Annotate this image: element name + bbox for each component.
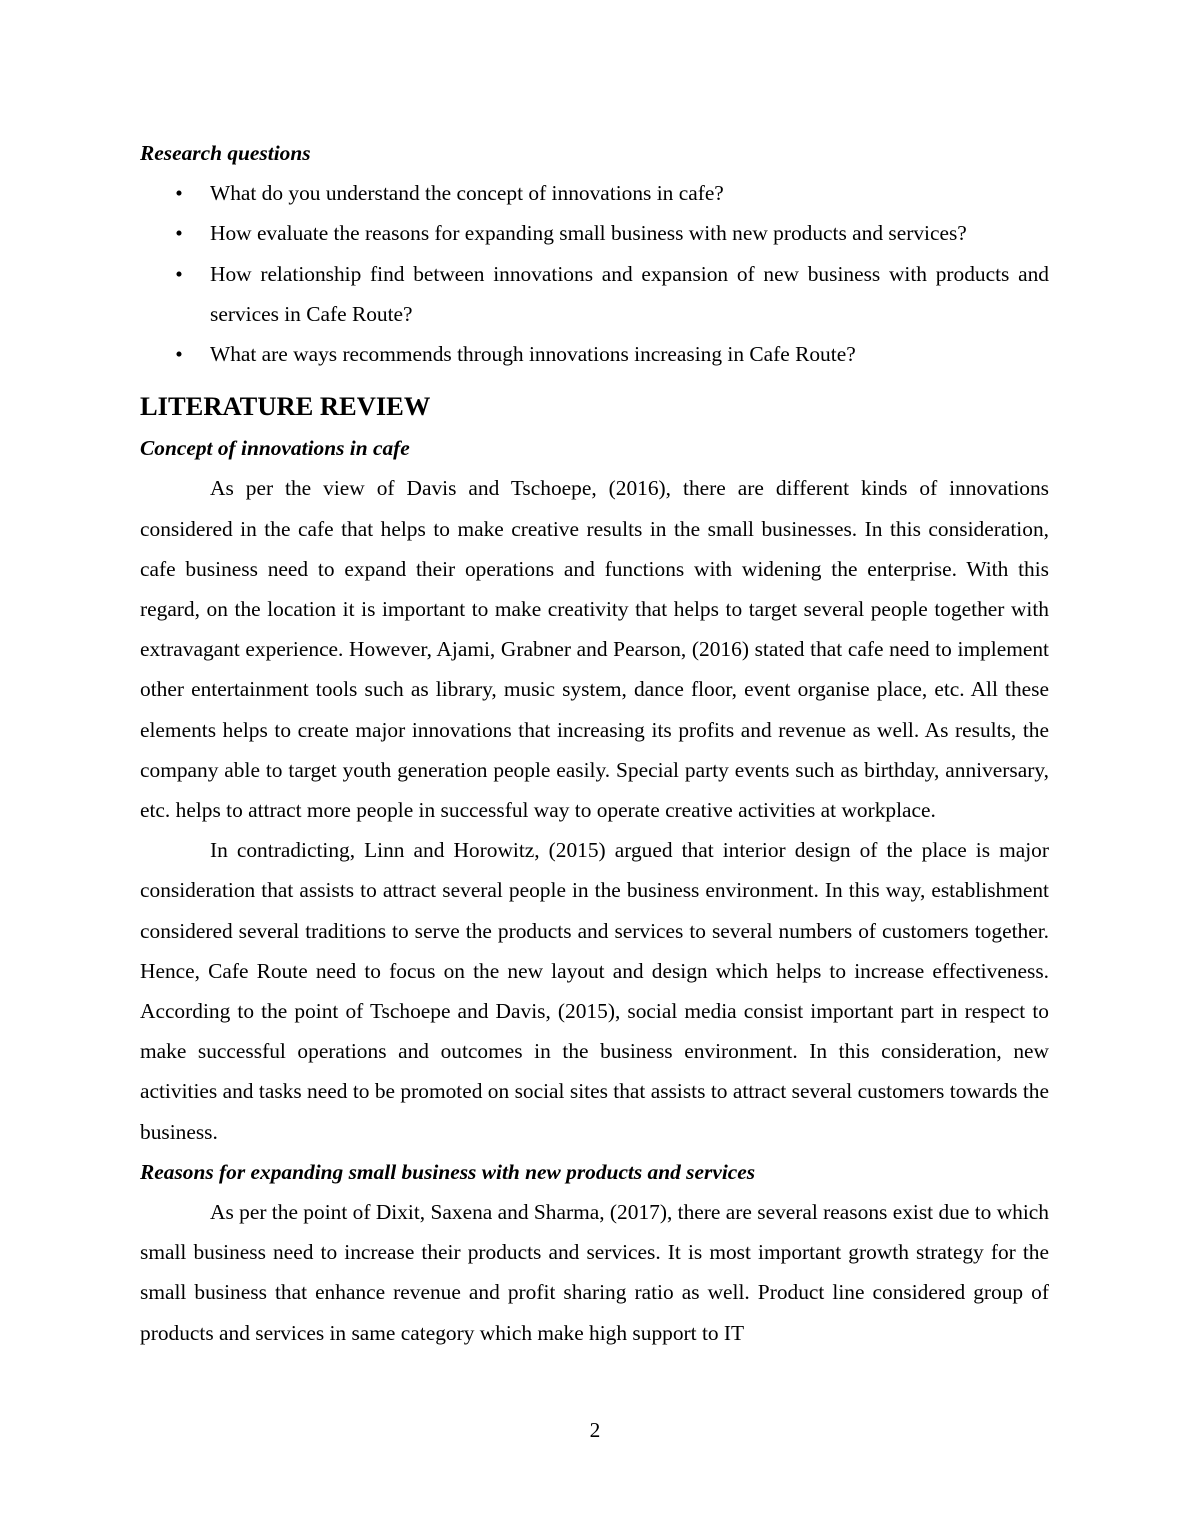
section-heading-reasons-for-expanding: Reasons for expanding small business with new products and services: [140, 1159, 756, 1184]
bullet-icon: •: [175, 261, 183, 286]
body-paragraph: As per the view of Davis and Tschoepe, (2016), there are different kinds of innovations considered in the cafe that helps to make creative results in the small businesses. In this consideration, cafe business need to expand their operations and functions with widening the enterprise. With this regard, on the location it is important to make creativity that helps to target several people together with extravagant experience. However, Ajami, Grabner and Pearson, (2016) stated that cafe need to implement other entertainment tools such as library, music system, dance floor, event organise place, etc. All these elements helps to create major innovations that increasing its profits and revenue as well. As results, the company able to target youth generation people easily. Special party events such as birthday, anniversary, etc. helps to attract more people in successful way to operate creative activities at workplace.: [140, 476, 1049, 823]
bullet-icon: •: [175, 181, 183, 206]
body-paragraph: In contradicting, Linn and Horowitz, (2015) argued that interior design of the place is major consideration that assists to attract several people in the business environment. In this way, establishment considered several traditions to serve the products and services to several numbers of customers together. Hence, Cafe Route need to focus on the new layout and design which helps to increase effectiveness. According to the point of Tschoepe and Davis, (2015), social media consist important part in respect to make successful operations and outcomes in the business environment. In this consideration, new activities and tasks need to be promoted on social sites that assists to attract several customers towards the business.: [140, 838, 1049, 1144]
list-item: [140, 173, 1049, 213]
bullet-icon: •: [175, 221, 183, 246]
list-item-text: How evaluate the reasons for expanding small business with new products and services?: [210, 221, 967, 246]
list-item: [140, 213, 1049, 253]
literature-review-heading: LITERATURE REVIEW: [140, 391, 431, 422]
body-paragraph: As per the point of Dixit, Saxena and Sharma, (2017), there are several reasons exist due to which small business need to increase their products and services. It is most important growth strategy for the small business that enhance revenue and profit sharing ratio as well. Product line considered group of products and services in same category which make high support to IT: [140, 1200, 1049, 1345]
page-content: [140, 133, 1049, 1353]
section-heading-concept-of-innovations: Concept of innovations in cafe: [140, 436, 410, 461]
list-item-text: How relationship find between innovations and expansion of new business with products and services in Cafe Route?: [210, 261, 1049, 326]
list-item: [140, 334, 1049, 374]
bullet-icon: •: [175, 342, 183, 367]
list-item: [140, 254, 1049, 334]
page-number: 2: [589, 1418, 601, 1442]
research-questions-list: [140, 173, 1049, 374]
research-questions-heading: Research questions: [140, 141, 311, 165]
list-item-text: What are ways recommends through innovations increasing in Cafe Route?: [210, 342, 856, 367]
list-item-text: What do you understand the concept of innovations in cafe?: [210, 181, 724, 206]
